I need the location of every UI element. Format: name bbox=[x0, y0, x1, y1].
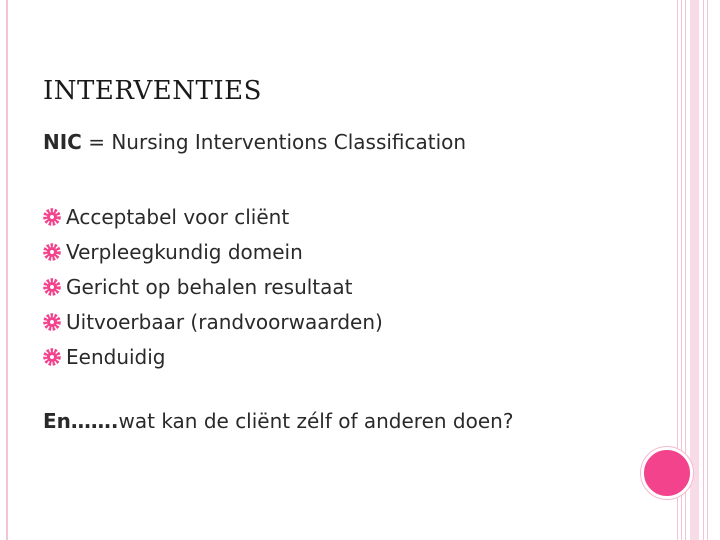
frame-band-right bbox=[690, 0, 699, 540]
bullet-text: Acceptabel voor cliënt bbox=[66, 204, 290, 229]
bullet-text: Uitvoerbaar (randvoorwaarden) bbox=[66, 309, 383, 334]
bullet-item bbox=[43, 199, 383, 234]
gear-icon bbox=[43, 208, 61, 226]
closing-lead: En……. bbox=[43, 409, 119, 433]
bullet-item bbox=[43, 304, 383, 339]
bullet-list bbox=[43, 199, 383, 374]
slide-subtitle bbox=[43, 130, 466, 154]
slide-title: INTERVENTIES bbox=[43, 76, 262, 106]
gear-icon bbox=[43, 313, 61, 331]
bullet-item bbox=[43, 269, 383, 304]
frame-line-right-5 bbox=[707, 0, 708, 540]
gear-icon bbox=[43, 243, 61, 261]
bullet-text: Gericht op behalen resultaat bbox=[66, 274, 353, 299]
accent-circle bbox=[641, 447, 693, 499]
bullet-item bbox=[43, 339, 383, 374]
subtitle-abbreviation: NIC bbox=[43, 130, 82, 154]
bullet-text: Verpleegkundig domein bbox=[66, 239, 303, 264]
closing-question bbox=[43, 409, 513, 433]
frame-line-left bbox=[6, 0, 8, 540]
bullet-item bbox=[43, 234, 383, 269]
subtitle-text: = Nursing Interventions Classification bbox=[81, 130, 467, 154]
gear-icon bbox=[43, 348, 61, 366]
bullet-text: Eenduidig bbox=[66, 344, 166, 369]
frame-line-right-4 bbox=[703, 0, 704, 540]
closing-text: wat kan de cliënt zélf of anderen doen? bbox=[118, 409, 514, 433]
gear-icon bbox=[43, 278, 61, 296]
